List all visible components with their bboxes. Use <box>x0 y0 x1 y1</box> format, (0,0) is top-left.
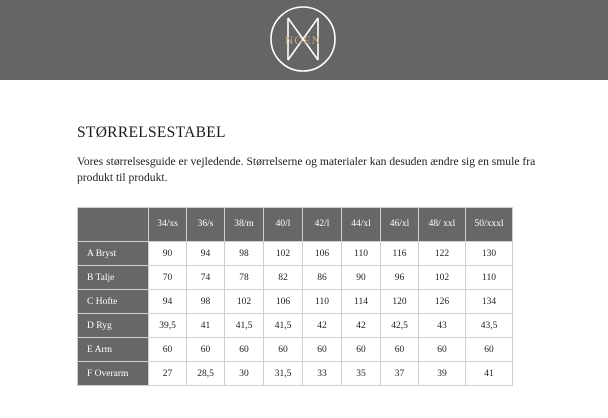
table-cell: 41 <box>187 314 225 338</box>
table-cell: 94 <box>187 242 225 266</box>
table-cell: 120 <box>381 290 419 314</box>
table-cell: 90 <box>149 242 187 266</box>
table-cell: 37 <box>381 362 419 386</box>
table-cell: 102 <box>419 266 466 290</box>
table-row <box>78 290 513 314</box>
table-cell: 94 <box>149 290 187 314</box>
table-cell: 96 <box>381 266 419 290</box>
table-cell: 60 <box>381 338 419 362</box>
table-row <box>78 362 513 386</box>
column-header: 44/xl <box>342 208 381 242</box>
table-cell: 39,5 <box>149 314 187 338</box>
table-cell: 43 <box>419 314 466 338</box>
table-cell: 30 <box>225 362 264 386</box>
column-header: 46/xl <box>381 208 419 242</box>
table-cell: 86 <box>303 266 342 290</box>
table-cell: 60 <box>342 338 381 362</box>
column-header: 48/ xxl <box>419 208 466 242</box>
table-cell: 60 <box>187 338 225 362</box>
table-cell: 116 <box>381 242 419 266</box>
table-cell: 39 <box>419 362 466 386</box>
table-cell: 126 <box>419 290 466 314</box>
row-label: D Ryg <box>78 314 149 338</box>
table-cell: 106 <box>303 242 342 266</box>
table-cell: 35 <box>342 362 381 386</box>
table-cell: 42 <box>342 314 381 338</box>
site-header <box>0 0 608 80</box>
table-cell: 41,5 <box>225 314 264 338</box>
table-cell: 90 <box>342 266 381 290</box>
table-cell: 60 <box>149 338 187 362</box>
table-row <box>78 242 513 266</box>
size-table-header-row <box>78 208 513 242</box>
table-row <box>78 338 513 362</box>
table-cell: 42,5 <box>381 314 419 338</box>
table-cell: 41 <box>466 362 513 386</box>
row-label: B Talje <box>78 266 149 290</box>
column-header: 42/l <box>303 208 342 242</box>
row-label: E Arm <box>78 338 149 362</box>
logo-wordmark: NOEN <box>285 35 321 47</box>
size-table-corner-cell <box>78 208 149 242</box>
size-table <box>77 207 513 386</box>
column-header: 50/xxxl <box>466 208 513 242</box>
table-cell: 98 <box>187 290 225 314</box>
table-cell: 60 <box>466 338 513 362</box>
table-cell: 114 <box>342 290 381 314</box>
table-cell: 102 <box>264 242 303 266</box>
table-cell: 134 <box>466 290 513 314</box>
table-row <box>78 266 513 290</box>
table-cell: 130 <box>466 242 513 266</box>
column-header: 34/xs <box>149 208 187 242</box>
row-label: F Overarm <box>78 362 149 386</box>
table-cell: 33 <box>303 362 342 386</box>
table-cell: 122 <box>419 242 466 266</box>
table-cell: 60 <box>303 338 342 362</box>
table-cell: 60 <box>225 338 264 362</box>
intro-paragraph: Vores størrelsesguide er vejledende. Størrelserne og materialer kan desuden ændre sig en smule fra produkt til produkt. <box>77 155 536 184</box>
table-cell: 98 <box>225 242 264 266</box>
table-cell: 60 <box>419 338 466 362</box>
table-cell: 110 <box>342 242 381 266</box>
table-cell: 110 <box>303 290 342 314</box>
table-cell: 42 <box>303 314 342 338</box>
column-header: 38/m <box>225 208 264 242</box>
table-cell: 41,5 <box>264 314 303 338</box>
table-cell: 70 <box>149 266 187 290</box>
page-title: STØRRELSESTABEL <box>77 124 226 141</box>
table-cell: 106 <box>264 290 303 314</box>
table-cell: 27 <box>149 362 187 386</box>
table-cell: 74 <box>187 266 225 290</box>
table-cell: 78 <box>225 266 264 290</box>
table-cell: 110 <box>466 266 513 290</box>
row-label: C Hofte <box>78 290 149 314</box>
column-header: 40/l <box>264 208 303 242</box>
brand-logo[interactable] <box>268 4 338 74</box>
table-cell: 28,5 <box>187 362 225 386</box>
table-row <box>78 314 513 338</box>
table-cell: 60 <box>264 338 303 362</box>
column-header: 36/s <box>187 208 225 242</box>
row-label: A Bryst <box>78 242 149 266</box>
table-cell: 31,5 <box>264 362 303 386</box>
table-cell: 82 <box>264 266 303 290</box>
table-cell: 102 <box>225 290 264 314</box>
table-cell: 43,5 <box>466 314 513 338</box>
